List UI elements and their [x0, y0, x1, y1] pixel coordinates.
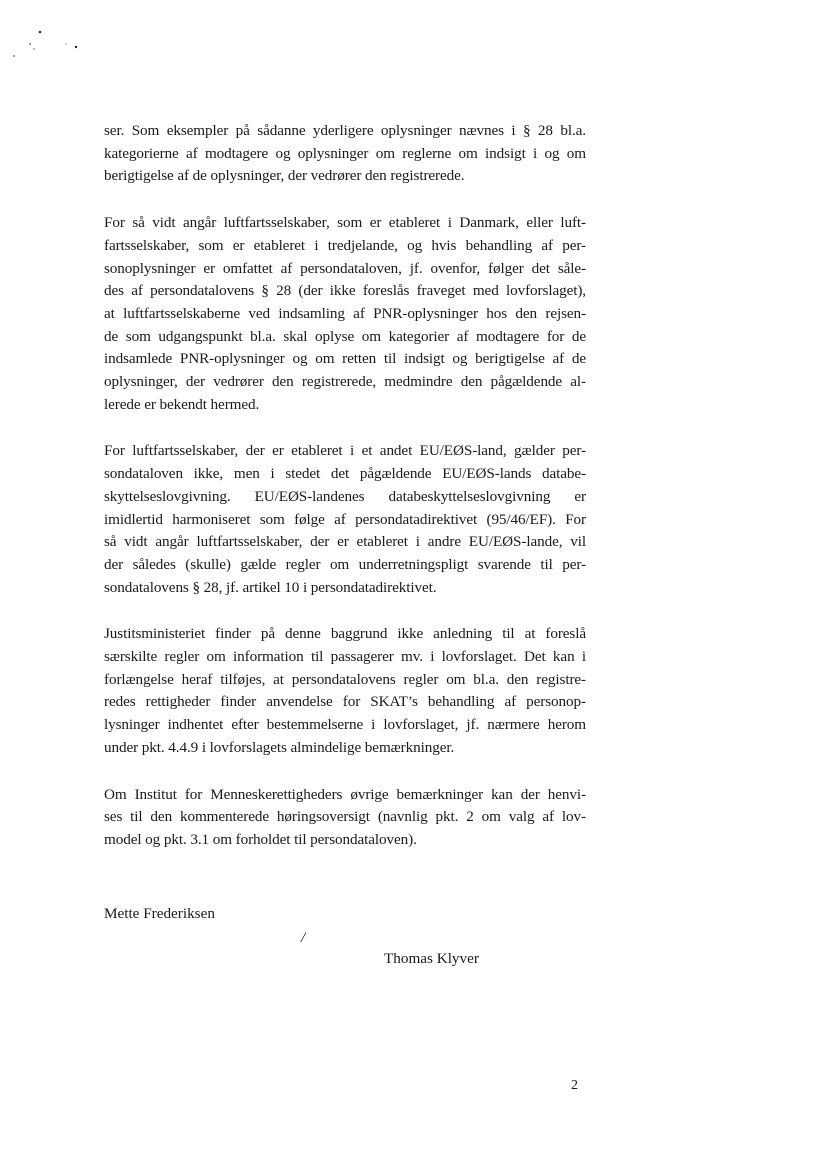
text-line: redes rettigheder finder anvendelse for SKAT’s behandling af personop- — [104, 693, 586, 711]
text-line: fartsselskaber, som er etableret i tredjelande, og hvis behandling af per- — [104, 236, 586, 254]
text-line: forlængelse heraf tilføjes, at persondatalovens regler om bl.a. den registre- — [104, 670, 586, 688]
text-line: kategorierne af modtagere og oplysninger om reglerne om indsigt i og om — [104, 144, 586, 162]
signature-separator: / — [301, 930, 306, 946]
text-line: des af persondatalovens § 28 (der ikke foreslås fraveget med lovforslaget), — [104, 282, 586, 300]
scan-artifact-marks — [0, 0, 120, 80]
text-line: model og pkt. 3.1 om forholdet til persondataloven). — [104, 830, 417, 848]
text-line: sonoplysninger er omfattet af persondataloven, jf. ovenfor, følger det såle- — [104, 259, 586, 277]
text-line: For luftfartsselskaber, der er etableret i et andet EU/EØS-land, gælder per- — [104, 442, 586, 460]
text-line: så vidt angår luftfartsselskaber, der er etableret i andre EU/EØS-lande, vil — [104, 533, 586, 551]
text-line: indsamlede PNR-oplysninger og om retten til indsigt og berigtigelse af de — [104, 350, 586, 368]
text-line: skyttelseslovgivning. EU/EØS-landenes databeskyttelseslovgivning er — [104, 487, 586, 505]
paragraph-4 — [104, 623, 586, 759]
signature-name-right: Thomas Klyver — [384, 950, 479, 967]
page-number: 2 — [571, 1078, 578, 1093]
text-line: de som udgangspunkt bl.a. skal oplyse om kategorier af modtagere for de — [104, 327, 586, 345]
text-line: der således (skulle) gælde regler om underretningspligt svarende til per- — [104, 555, 586, 573]
text-line: For så vidt angår luftfartsselskaber, som er etableret i Danmark, eller luft- — [104, 214, 586, 232]
text-line: oplysninger, der vedrører den registrerede, medmindre den pågældende al- — [104, 373, 586, 391]
signature-name-left: Mette Frederiksen — [104, 905, 215, 922]
text-line: berigtigelse af de oplysninger, der vedrører den registrerede. — [104, 167, 465, 185]
paragraph-1 — [104, 120, 586, 188]
text-line: Justitsministeriet finder på denne baggrund ikke anledning til at foreslå — [104, 625, 586, 643]
text-line: imidlertid harmoniseret som følge af persondatadirektivet (95/46/EF). For — [104, 510, 586, 528]
letter-body — [104, 120, 586, 876]
paragraph-3 — [104, 440, 586, 599]
text-line: ser. Som eksempler på sådanne yderligere oplysninger nævnes i § 28 bl.a. — [104, 122, 586, 139]
text-line: sondataloven ikke, men i stedet det pågældende EU/EØS-lands databe- — [104, 465, 586, 483]
text-line: under pkt. 4.4.9 i lovforslagets almindelige bemærkninger. — [104, 738, 455, 756]
paragraph-5 — [104, 784, 586, 852]
text-line: lysninger indhentet efter bestemmelserne i lovforslaget, jf. nærmere herom — [104, 716, 586, 734]
text-line: ses til den kommenterede høringsoversigt (navnlig pkt. 2 om valg af lov- — [104, 808, 586, 826]
text-line: at luftfartsselskaberne ved indsamling af PNR-oplysninger hos den rejsen- — [104, 304, 586, 322]
text-line: sondatalovens § 28, jf. artikel 10 i persondatadirektivet. — [104, 578, 437, 596]
text-line: lerede er bekendt hermed. — [104, 395, 260, 413]
text-line: særskilte regler om information til passagerer mv. i lovforslaget. Det kan i — [104, 648, 586, 666]
paragraph-2 — [104, 212, 586, 416]
text-line: Om Institut for Menneskerettigheders øvrige bemærkninger kan der henvi- — [104, 785, 586, 803]
